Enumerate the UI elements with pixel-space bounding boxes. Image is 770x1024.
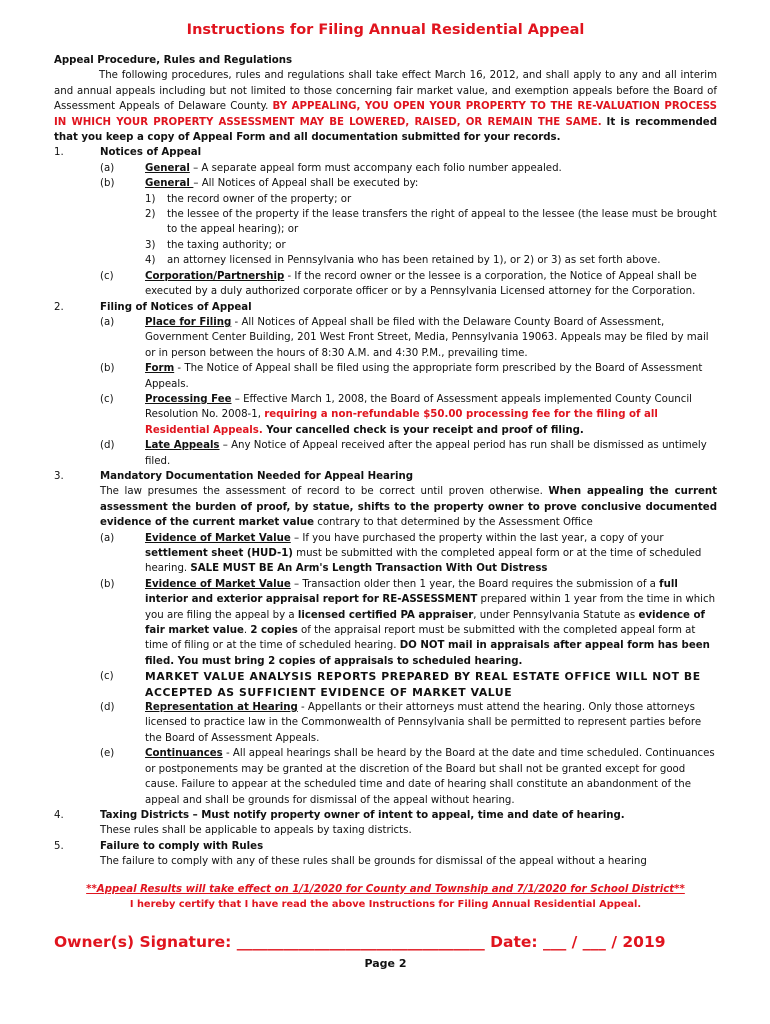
- item-bold: licensed certified PA appraiser: [297, 609, 474, 621]
- receipt-note: Your cancelled check is your receipt and proof of filing.: [262, 424, 584, 436]
- section-title: Failure to comply with Rules: [100, 840, 264, 852]
- item-text: – Any Notice of Appeal received after the appeal period has run shall be dismissed as untimely filed.: [145, 440, 707, 467]
- item-label: Evidence of Market Value: [145, 578, 291, 590]
- item-3c: [100, 669, 717, 700]
- item-label: Continuances: [145, 748, 223, 760]
- item-text: – A separate appeal form must accompany each folio number appealed.: [189, 162, 562, 174]
- intro-bold: When appealing the current assessment the burden of proof, by statue, shifts to the property owner to prove conclusive documented evidence of the current market value: [100, 486, 717, 529]
- section-title: Mandatory Documentation Needed for Appeal Hearing: [100, 470, 413, 482]
- page-number: Page 2: [364, 957, 407, 971]
- section-4-text: These rules shall be applicable to appeals by taxing districts.: [100, 825, 412, 837]
- page-title: Instructions for Filing Annual Residential Appeal: [186, 22, 585, 38]
- item-letter: (e): [100, 748, 115, 760]
- item-2c: [100, 392, 717, 438]
- section-number: 3.: [54, 470, 64, 482]
- heading: Appeal Procedure, Rules and Regulations: [54, 55, 293, 66]
- item-3b: [100, 577, 717, 669]
- list-item: [145, 207, 717, 238]
- item-text: prepared within 1 year from the time in which you are filing the appeal by a: [145, 594, 716, 621]
- item-bold: 2 copies: [250, 625, 298, 637]
- item-text: – Effective March 1, 2008, the Board of Assessment appeals implemented County Council Resolution No. 2008-1,: [145, 393, 693, 421]
- item-letter: (c): [100, 270, 114, 282]
- section-number: 1.: [54, 147, 64, 159]
- section-3: [54, 469, 717, 484]
- item-text: .: [243, 625, 251, 637]
- item-text: – All Notices of Appeal shall be executed by:: [193, 178, 419, 190]
- item-1c: [100, 269, 717, 300]
- item-label: Place for Filing: [145, 316, 232, 328]
- item-letter: (d): [100, 440, 115, 452]
- item-label: Corporation/Partnership: [145, 270, 285, 282]
- intro-text: The following procedures, rules and regulations shall take effect March 16, 2012, and shall apply to any and all interim and annual appeals including but not limited to those concerning fair market value, and exemption appeals before the Board of Assessment Appeals of Delaware County.: [54, 70, 717, 113]
- item-bold: settlement sheet (HUD-1): [145, 548, 293, 559]
- item-text: - All appeal hearings shall be heard by the Board at the date and time scheduled. Continuances or postponements may be granted at the discretion of the Board but shall not be granted except for good cause. Failure to appear at the scheduled time and date of hearing shall constitute an abandonment of the appeal and shall be grounds for dismissal of the appeal without hearing.: [145, 748, 715, 806]
- signature-line: Owner(s) Signature: ________________________________ Date: ___ / ___ / 2019: [54, 933, 666, 952]
- item-text: - The Notice of Appeal shall be filed using the appropriate form prescribed by the Board of Assessment Appeals.: [145, 363, 703, 390]
- section-title: Filing of Notices of Appeal: [100, 301, 252, 313]
- item-label: Processing Fee: [145, 393, 232, 405]
- list-number: 1): [145, 193, 156, 205]
- section-title: Notices of Appeal: [100, 147, 202, 159]
- item-text: must be submitted with the completed appeal form or at the time of scheduled hearing.: [145, 548, 702, 575]
- section-number: 2.: [54, 301, 64, 313]
- item-2a: [100, 315, 717, 361]
- intro-end: contrary to that determined by the Assessment Office: [313, 517, 593, 529]
- item-letter: (a): [100, 162, 115, 174]
- section-number: 5.: [54, 840, 64, 852]
- item-letter: (a): [100, 532, 115, 544]
- list-text: an attorney licensed in Pennsylvania who has been retained by 1), or 2) or 3) as set forth above.: [167, 255, 661, 267]
- item-letter: (c): [100, 671, 114, 683]
- item-label: General: [145, 178, 194, 190]
- item-text: - Appellants or their attorneys must attend the hearing. Only those attorneys licensed to practice law in the Commonwealth of Pennsylvania shall be permitted to represent parties before the Board of Assessment Appeals.: [145, 702, 702, 744]
- fee-warning: requiring a non-refundable $50.00 processing fee for the filing of all Residential Appeals.: [145, 409, 658, 436]
- item-text: - If the record owner or the lessee is a corporation, the Notice of Appeal shall be executed by a duly authorized corporate officer or by a Pennsylvania Licensed attorney for the Corporation.: [145, 270, 697, 298]
- item-bold: evidence of fair market value: [145, 609, 705, 637]
- intro-warning: BY APPEALING, YOU OPEN YOUR PROPERTY TO THE RE-VALUATION PROCESS IN WHICH YOUR PROPERTY ASSESSMENT MAY BE LOWERED, RAISED, OR REMAIN THE SAME.: [54, 101, 717, 128]
- item-text: , under Pennsylvania Statute as: [473, 609, 639, 621]
- item-bold: SALE MUST BE An Arm's Length Transaction With Out Distress: [190, 563, 548, 575]
- item-text: of the appraisal report must be submitted with the completed appeal form at time of filing or at the time of scheduled hearing.: [145, 625, 696, 652]
- list-number: 2): [145, 209, 156, 221]
- list-text: the record owner of the property; or: [167, 193, 352, 205]
- item-bold: full interior and exterior appraisal report for RE-ASSESSMENT: [145, 578, 678, 606]
- item-label: General: [145, 162, 190, 174]
- item-3d: [100, 700, 717, 746]
- item-letter: (a): [100, 316, 115, 328]
- section-5: [54, 839, 717, 854]
- section-5-text: The failure to comply with any of these rules shall be grounds for dismissal of the appeal without a hearing: [100, 856, 647, 868]
- list-text: the taxing authority; or: [167, 239, 286, 251]
- item-3a: [100, 531, 717, 577]
- section-2: [54, 300, 717, 315]
- section-2-items: [100, 315, 717, 469]
- list-item: [145, 192, 717, 207]
- section-title: Taxing Districts – Must notify property owner of intent to appeal, time and date of hearing.: [100, 809, 625, 821]
- section-number: 4.: [54, 809, 64, 821]
- item-3e: [100, 746, 717, 808]
- item-letter: (b): [100, 178, 115, 190]
- intro-recommend: It is recommended that you keep a copy of Appeal Form and all documentation submitted for your records.: [54, 116, 717, 144]
- intro-paragraph: [54, 68, 717, 145]
- list-number: 4): [145, 255, 156, 267]
- list-number: 3): [145, 239, 156, 251]
- item-1a: [100, 161, 717, 176]
- item-text: - All Notices of Appeal shall be filed with the Delaware County Board of Assessment, Government Center Building, 201 West Front Street, Media, Pennsylvania 19063. Appeals may be filed by mail or in person between the hours of 8:30 A.M. and 4:30 P.M., prevailing time.: [145, 316, 709, 359]
- section-3-items: [100, 531, 717, 808]
- document-page: [54, 20, 717, 972]
- section-1: [54, 145, 717, 160]
- section-3-intro: [100, 484, 717, 530]
- list-text: the lessee of the property if the lease transfers the right of appeal to the lessee (the lease must be brought to the appeal hearing); or: [167, 209, 717, 236]
- item-letter: (b): [100, 363, 115, 375]
- item-1b: [100, 176, 717, 268]
- item-bold: DO NOT mail in appraisals after appeal form has been filed. You must bring 2 copies of appraisals to scheduled hearing.: [145, 640, 710, 667]
- results-notice: **Appeal Results will take effect on 1/1/2020 for County and Township and 7/1/2020 for School District**: [86, 883, 685, 895]
- item-label: Representation at Hearing: [145, 702, 298, 714]
- item-text: MARKET VALUE ANALYSIS REPORTS PREPARED BY REAL ESTATE OFFICE WILL NOT BE ACCEPTED AS SUFFICIENT EVIDENCE OF MARKET VALUE: [145, 670, 701, 699]
- section-4: [54, 808, 717, 823]
- item-letter: (d): [100, 702, 115, 714]
- item-2d: [100, 438, 717, 469]
- item-2b: [100, 361, 717, 392]
- item-text: – If you have purchased the property within the last year, a copy of your: [290, 532, 664, 544]
- list-item: [145, 253, 717, 268]
- item-letter: (b): [100, 578, 115, 590]
- item-label: Late Appeals: [145, 440, 220, 452]
- item-label: Evidence of Market Value: [145, 532, 291, 544]
- intro-text: The law presumes the assessment of record to be correct until proven otherwise.: [100, 486, 549, 498]
- item-text: – Transaction older then 1 year, the Board requires the submission of a: [290, 578, 660, 590]
- list-item: [145, 238, 717, 253]
- certify-statement: I hereby certify that I have read the above Instructions for Filing Annual Residential Appeal.: [129, 898, 642, 910]
- item-letter: (c): [100, 393, 114, 405]
- item-label: Form: [145, 363, 175, 375]
- section-1-items: [100, 161, 717, 300]
